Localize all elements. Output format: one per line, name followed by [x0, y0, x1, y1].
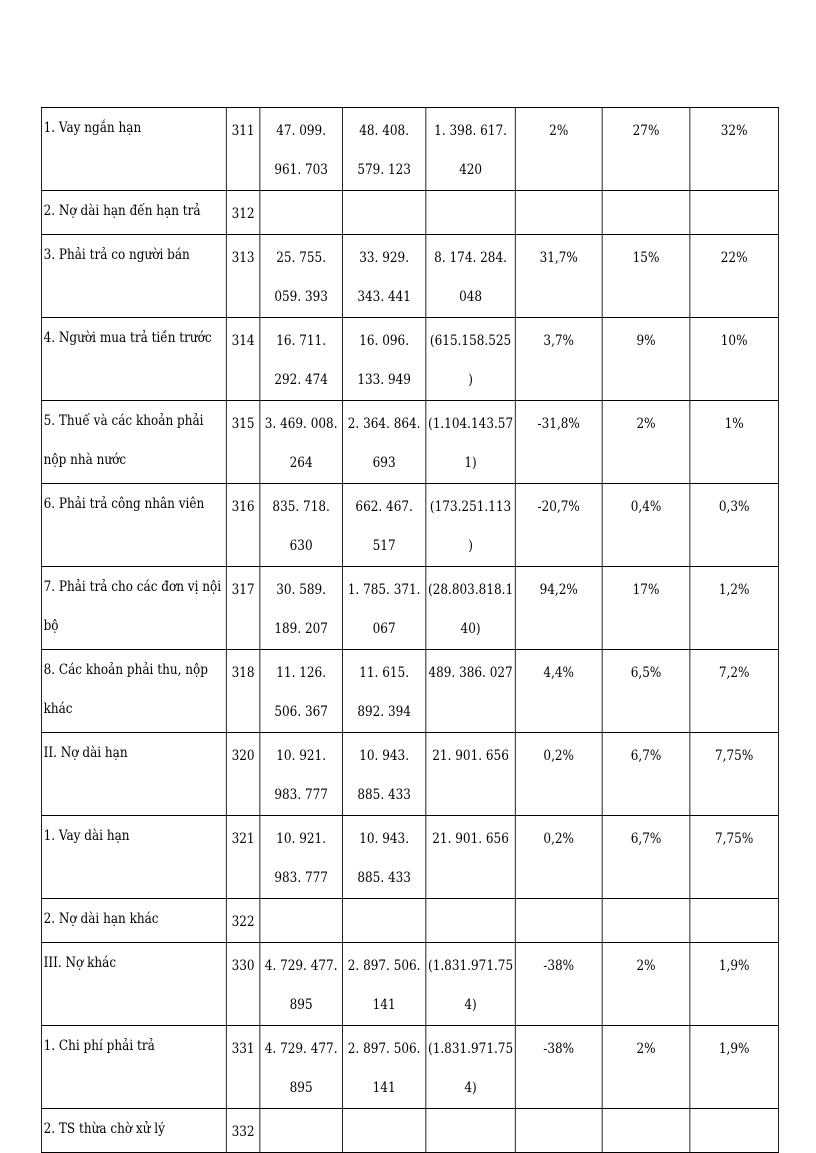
table-cell-code: 315: [226, 401, 260, 484]
table-cell-v1: 16. 711. 292. 474: [260, 318, 343, 401]
table-cell-name: 1. Vay ngắn hạn: [41, 108, 226, 191]
table-cell-v1: [260, 1109, 343, 1153]
table-row: [41, 484, 778, 567]
table-cell-v2: [342, 191, 425, 235]
table-row: [41, 733, 778, 816]
table-cell-name: 2. Nợ dài hạn đến hạn trả: [41, 191, 226, 235]
table-cell-p3: 32%: [690, 108, 779, 191]
table-cell-v2: 662. 467. 517: [342, 484, 425, 567]
table-cell-v3: (1.104.143.571): [426, 401, 515, 484]
table-cell-code: 311: [226, 108, 260, 191]
table-cell-v2: 48. 408. 579. 123: [342, 108, 425, 191]
table-cell-v3: 21. 901. 656: [426, 733, 515, 816]
table-cell-p3: 7,75%: [690, 816, 779, 899]
table-cell-code: 312: [226, 191, 260, 235]
table-cell-code: 316: [226, 484, 260, 567]
table-cell-p3: 7,75%: [690, 733, 779, 816]
table-cell-p2: 0,4%: [602, 484, 690, 567]
table-row: [41, 401, 778, 484]
liabilities-table-container: [41, 107, 778, 1153]
table-cell-v1: 30. 589. 189. 207: [260, 567, 343, 650]
table-cell-v3: 489. 386. 027: [426, 650, 515, 733]
table-cell-p1: 2%: [515, 108, 602, 191]
table-cell-p3: 1,9%: [690, 1026, 779, 1109]
table-cell-v2: 2. 897. 506. 141: [342, 1026, 425, 1109]
table-cell-name: 3. Phải trả co người bán: [41, 235, 226, 318]
table-cell-p2: 17%: [602, 567, 690, 650]
table-cell-p2: 6,7%: [602, 733, 690, 816]
table-cell-v3: 21. 901. 656: [426, 816, 515, 899]
table-cell-p3: [690, 191, 779, 235]
table-cell-v3: (1.831.971.754): [426, 1026, 515, 1109]
table-cell-code: 330: [226, 943, 260, 1026]
table-cell-p3: 10%: [690, 318, 779, 401]
table-cell-v1: [260, 191, 343, 235]
table-cell-p3: 1,2%: [690, 567, 779, 650]
table-row: [41, 318, 778, 401]
table-cell-v2: [342, 899, 425, 943]
table-cell-code: 317: [226, 567, 260, 650]
table-cell-p1: -38%: [515, 1026, 602, 1109]
table-cell-p1: 0,2%: [515, 816, 602, 899]
table-cell-p2: 15%: [602, 235, 690, 318]
table-cell-p2: [602, 899, 690, 943]
table-cell-v1: 47. 099. 961. 703: [260, 108, 343, 191]
table-cell-p1: 4,4%: [515, 650, 602, 733]
table-cell-p2: 6,7%: [602, 816, 690, 899]
table-cell-name: 7. Phải trả cho các đơn vị nội bộ: [41, 567, 226, 650]
table-row: [41, 567, 778, 650]
table-cell-v1: 835. 718. 630: [260, 484, 343, 567]
table-cell-v3: 1. 398. 617. 420: [426, 108, 515, 191]
table-cell-p1: 31,7%: [515, 235, 602, 318]
table-row: [41, 1026, 778, 1109]
liabilities-table: [41, 107, 779, 1153]
table-cell-code: 313: [226, 235, 260, 318]
table-cell-p2: 2%: [602, 401, 690, 484]
table-row: [41, 1109, 778, 1153]
table-cell-code: 331: [226, 1026, 260, 1109]
table-cell-v3: [426, 899, 515, 943]
table-cell-p1: [515, 899, 602, 943]
table-cell-v3: (28.803.818.140): [426, 567, 515, 650]
table-cell-name: III. Nợ khác: [41, 943, 226, 1026]
table-cell-p3: [690, 1109, 779, 1153]
table-cell-code: 320: [226, 733, 260, 816]
table-cell-v2: 16. 096. 133. 949: [342, 318, 425, 401]
table-cell-name: 5. Thuế và các khoản phải nộp nhà nước: [41, 401, 226, 484]
table-cell-name: 6. Phải trả công nhân viên: [41, 484, 226, 567]
table-cell-v1: 10. 921. 983. 777: [260, 733, 343, 816]
table-cell-p1: [515, 1109, 602, 1153]
table-cell-p2: 9%: [602, 318, 690, 401]
table-cell-p1: -38%: [515, 943, 602, 1026]
table-row: [41, 191, 778, 235]
table-cell-name: 1. Chi phí phải trả: [41, 1026, 226, 1109]
table-cell-v3: (615.158.525): [426, 318, 515, 401]
table-cell-p1: [515, 191, 602, 235]
table-cell-v1: 4. 729. 477. 895: [260, 1026, 343, 1109]
table-cell-code: 314: [226, 318, 260, 401]
table-cell-p2: 6,5%: [602, 650, 690, 733]
table-cell-v3: (1.831.971.754): [426, 943, 515, 1026]
table-cell-v1: 11. 126. 506. 367: [260, 650, 343, 733]
table-cell-name: II. Nợ dài hạn: [41, 733, 226, 816]
table-cell-p3: 1%: [690, 401, 779, 484]
table-cell-p2: 2%: [602, 1026, 690, 1109]
table-cell-name: 1. Vay dài hạn: [41, 816, 226, 899]
table-cell-p2: [602, 1109, 690, 1153]
table-row: [41, 650, 778, 733]
table-cell-name: 4. Người mua trả tiền trước: [41, 318, 226, 401]
table-cell-name: 2. Nợ dài hạn khác: [41, 899, 226, 943]
table-cell-name: 8. Các khoản phải thu, nộp khác: [41, 650, 226, 733]
table-cell-p1: 0,2%: [515, 733, 602, 816]
table-cell-name: 2. TS thừa chờ xử lý: [41, 1109, 226, 1153]
table-row: [41, 235, 778, 318]
table-cell-v1: 25. 755. 059. 393: [260, 235, 343, 318]
table-row: [41, 816, 778, 899]
table-cell-p3: 7,2%: [690, 650, 779, 733]
table-cell-code: 322: [226, 899, 260, 943]
table-cell-code: 332: [226, 1109, 260, 1153]
table-cell-p1: 3,7%: [515, 318, 602, 401]
table-cell-v1: 10. 921. 983. 777: [260, 816, 343, 899]
table-cell-v3: [426, 191, 515, 235]
table-cell-v2: 10. 943. 885. 433: [342, 816, 425, 899]
table-cell-v3: [426, 1109, 515, 1153]
table-cell-p3: [690, 899, 779, 943]
table-cell-v3: 8. 174. 284. 048: [426, 235, 515, 318]
table-cell-p2: 2%: [602, 943, 690, 1026]
table-cell-v2: 1. 785. 371. 067: [342, 567, 425, 650]
table-cell-v3: (173.251.113): [426, 484, 515, 567]
table-cell-v1: 3. 469. 008. 264: [260, 401, 343, 484]
table-cell-p3: 22%: [690, 235, 779, 318]
table-row: [41, 899, 778, 943]
table-cell-v2: [342, 1109, 425, 1153]
table-cell-v2: 11. 615. 892. 394: [342, 650, 425, 733]
table-cell-code: 318: [226, 650, 260, 733]
table-row: [41, 943, 778, 1026]
table-cell-p2: [602, 191, 690, 235]
table-cell-v2: 10. 943. 885. 433: [342, 733, 425, 816]
table-cell-p1: 94,2%: [515, 567, 602, 650]
table-cell-p1: -20,7%: [515, 484, 602, 567]
table-cell-p1: -31,8%: [515, 401, 602, 484]
table-cell-v2: 2. 897. 506. 141: [342, 943, 425, 1026]
table-cell-v1: 4. 729. 477. 895: [260, 943, 343, 1026]
table-cell-v2: 33. 929. 343. 441: [342, 235, 425, 318]
table-cell-v2: 2. 364. 864. 693: [342, 401, 425, 484]
table-cell-p3: 1,9%: [690, 943, 779, 1026]
table-cell-p2: 27%: [602, 108, 690, 191]
table-cell-code: 321: [226, 816, 260, 899]
table-cell-v1: [260, 899, 343, 943]
table-cell-p3: 0,3%: [690, 484, 779, 567]
table-row: [41, 108, 778, 191]
